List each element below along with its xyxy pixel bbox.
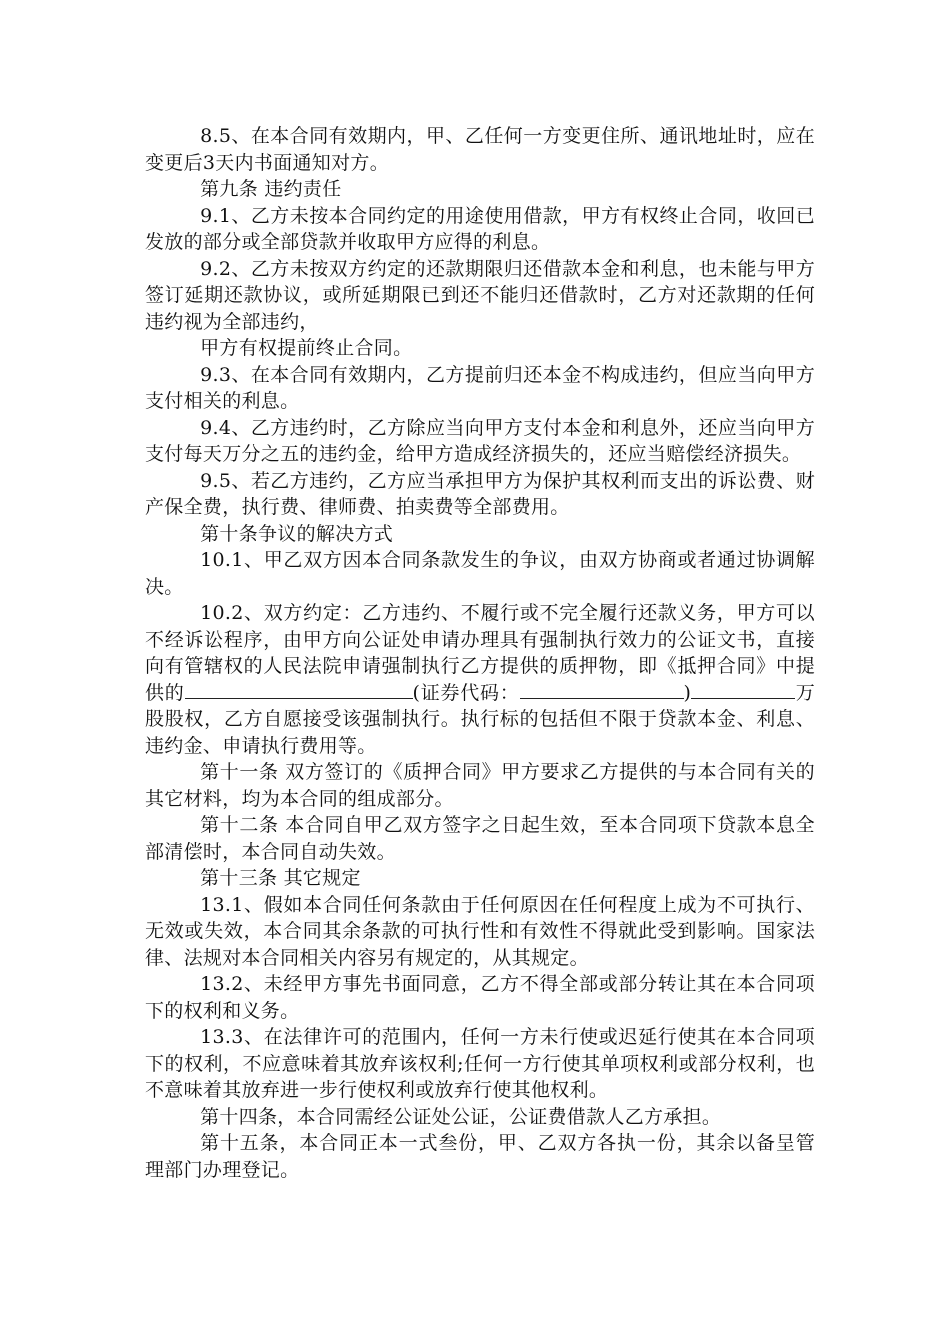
- article-9-heading: 第九条 违约责任: [200, 178, 342, 200]
- article-13-heading: 第十三条 其它规定: [200, 867, 361, 889]
- clause-10-2-text-a: 10.2、双方约定：乙方违约、不履行或不完全履行还款义务，甲方可以不经诉讼程序，由甲方向公证处申请办理具有强制执行效力的公证文书，直接向有管辖权的人民法院申请强制执行乙方提供的质押物，即《抵押合同》中提供的: [145, 602, 815, 704]
- article-15: 第十五条，本合同正本一式叁份，甲、乙双方各执一份，其余以备呈管理部门办理登记。: [145, 1132, 815, 1181]
- clause-10-1: 10.1、甲乙双方因本合同条款发生的争议，由双方协商或者通过协调解决。: [145, 549, 815, 598]
- clause-10-2-text-d: 万股股权，乙方自愿接受该强制执行。执行标的包括但不限于贷款本金、利息、违约金、申请执行费用等。: [145, 681, 815, 757]
- clause-10-2: [145, 600, 815, 759]
- clause-9-5: 9.5、若乙方违约，乙方应当承担甲方为保护其权利而支出的诉讼费、财产保全费，执行费、律师费、拍卖费等全部费用。: [145, 469, 815, 518]
- security-code-blank: [520, 680, 684, 699]
- clause-9-3: 9.3、在本合同有效期内，乙方提前归还本金不构成违约，但应当向甲方支付相关的利息。: [145, 363, 815, 412]
- clause-9-2-continued: 甲方有权提前终止合同。: [200, 337, 413, 359]
- clause-9-2: 9.2、乙方未按双方约定的还款期限归还借款本金和利息，也未能与甲方签订延期还款协议，或所延期限已到还不能归还借款时，乙方对还款期的任何违约视为全部违约，: [145, 257, 815, 333]
- clause-10-2-text-b: (证券代码：: [412, 681, 520, 704]
- article-12: 第十二条 本合同自甲乙双方签字之日起生效，至本合同项下贷款本息全部清偿时，本合同自动失效。: [145, 814, 815, 863]
- clause-10-2-text-c: ): [683, 681, 692, 704]
- clause-13-3: 13.3、在法律许可的范围内，任何一方未行使或迟延行使其在本合同项下的权利，不应意味着其放弃该权利;任何一方行使其单项权利或部分权利，也不意味着其放弃进一步行使权利或放弃行使其他权利。: [145, 1026, 815, 1101]
- article-10-heading: 第十条争议的解决方式: [200, 522, 394, 545]
- clause-13-1: 13.1、假如本合同任何条款由于任何原因在任何程度上成为不可执行、无效或失效，本合同其余条款的可执行性和有效性不得就此受到影响。国家法律、法规对本合同相关内容另有规定的，从其规定。: [145, 893, 815, 969]
- clause-9-1: 9.1、乙方未按本合同约定的用途使用借款，甲方有权终止合同，收回已发放的部分或全部贷款并收取甲方应得的利息。: [145, 204, 815, 253]
- clause-9-4: 9.4、乙方违约时，乙方除应当向甲方支付本金和利息外，还应当向甲方支付每天万分之五的违约金，给甲方造成经济损失的，还应当赔偿经济损失。: [145, 416, 815, 465]
- article-14: 第十四条，本合同需经公证处公证，公证费借款人乙方承担。: [200, 1105, 722, 1128]
- share-count-blank: [691, 680, 795, 699]
- clause-8-5: 8.5、在本合同有效期内，甲、乙任何一方变更住所、通讯地址时，应在变更后3天内书面通知对方。: [145, 125, 815, 174]
- contract-body: [145, 123, 815, 1183]
- clause-13-2: 13.2、未经甲方事先书面同意，乙方不得全部或部分转让其在本合同项下的权利和义务。: [145, 973, 815, 1022]
- article-11: 第十一条 双方签订的《质押合同》甲方要求乙方提供的与本合同有关的其它材料，均为本合同的组成部分。: [145, 761, 815, 810]
- collateral-blank: [185, 680, 413, 699]
